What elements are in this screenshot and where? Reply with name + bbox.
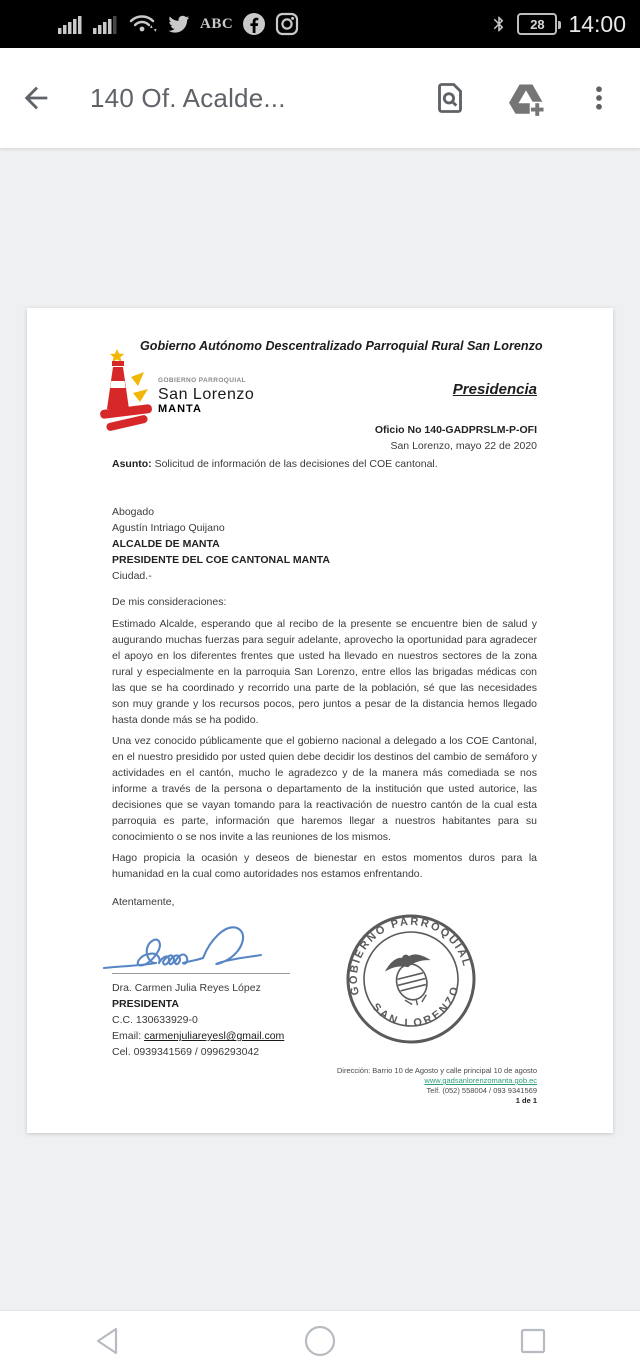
- closing: Atentamente,: [112, 896, 175, 908]
- page-number: 1 de 1: [515, 1096, 537, 1105]
- logo-wordmark: [158, 378, 254, 415]
- instagram-icon: [275, 12, 299, 36]
- signer-email-line: [112, 1028, 284, 1044]
- subject-text: Solicitud de información de las decisiones del COE cantonal.: [151, 458, 438, 470]
- abc-status-label: ABC: [200, 15, 234, 32]
- wifi-icon: [128, 12, 158, 36]
- signal-strength-icon: [58, 13, 84, 35]
- recipient-name: Agustín Intriago Quijano: [112, 522, 225, 534]
- place-date: San Lorenzo, mayo 22 de 2020: [390, 440, 537, 452]
- document-footer: [112, 1066, 537, 1106]
- recipient-title1: ALCALDE DE MANTA: [112, 538, 220, 550]
- email-link[interactable]: carmenjuliareyesl@gmail.com: [144, 1030, 285, 1042]
- signer-id: C.C. 130633929-0: [112, 1014, 198, 1026]
- nav-back-button[interactable]: [0, 1325, 213, 1357]
- facebook-icon: [242, 12, 266, 36]
- signer-name: Dra. Carmen Julia Reyes López: [112, 982, 261, 994]
- battery-percent: 28: [530, 16, 545, 32]
- lighthouse-logo-icon: [98, 347, 156, 439]
- oficio-block: [112, 422, 537, 454]
- bluetooth-icon: [490, 12, 508, 36]
- logo-line2: San Lorenzo: [158, 385, 255, 403]
- signer-title: PRESIDENTA: [112, 998, 179, 1010]
- nav-recents-square-icon: [518, 1326, 548, 1356]
- more-vert-icon: [584, 81, 614, 115]
- recipient-degree: Abogado: [112, 506, 155, 518]
- app-toolbar: [0, 48, 640, 148]
- battery-indicator: [517, 13, 557, 35]
- footer-phone: Telf. (052) 558004 / 093 9341569: [426, 1086, 537, 1095]
- add-to-drive-button[interactable]: [506, 80, 546, 116]
- recipient-city: Ciudad.-: [112, 570, 152, 582]
- seal-bottom-text: SAN LORENZO: [369, 983, 462, 1030]
- clock: 14:00: [568, 10, 626, 37]
- body-paragraph-1: Estimado Alcalde, esperando que al recibo de la presente se encuentre bien de salud y augurando muchas fuerzas para seguir adelante, aprovecho la oportunidad para agradecer el apoyo en los diferentes frentes que usted ha llevado en nuestros sectores de la zona rural y especialmente en la parroquia San Lorenzo, entre ellos las brigadas médicas con las que se ha coordinado y recorrido una parte de la población, sé que las necesidades son muy grande y los recursos pocos, pero juntos a pesar de la distancia hemos llegado hasta donde más se ha podido.: [112, 618, 537, 726]
- seal-top-text: GOBIERNO PARROQUIAL: [347, 915, 473, 997]
- pdf-viewer-canvas[interactable]: [0, 148, 640, 1310]
- oficio-number: Oficio No 140-GADPRSLM-P-OFI: [374, 424, 537, 436]
- drive-add-icon: [506, 80, 546, 116]
- recipient-block: [112, 504, 537, 584]
- body-paragraph-2: Una vez conocido públicamente que el gobierno nacional a delegado a los COE Cantonal, en el nuestro presidido por usted quien debe decidir los destinos del cambio de semáforo y actividades en el cantón, mucho le agradezco y de la manera más comediada se nos informe a través de la persona o departamento de la institución que usted autorice, las decisiones que se vayan tomando para la reactivación de nuestro cantón de la cual esta parroquia es parte, información que haremos llegar a nuestros habitantes para su conocimiento o se nos invite a las reuniones de los mismos.: [112, 735, 537, 843]
- footer-website-link[interactable]: www.gadsanlorenzomanta.gob.ec: [424, 1076, 537, 1085]
- subject-label: Asunto:: [112, 458, 152, 470]
- official-seal: [340, 908, 482, 1050]
- email-label: Email:: [112, 1030, 145, 1042]
- twitter-icon: [167, 13, 191, 35]
- subject-line: [112, 456, 537, 472]
- presidencia-heading: Presidencia: [452, 381, 537, 398]
- signature-area: [112, 916, 537, 1064]
- letterhead: [112, 338, 543, 420]
- coat-of-arms: [385, 950, 438, 1010]
- back-button[interactable]: [0, 81, 72, 115]
- logo-line3: MANTA: [158, 402, 202, 415]
- logo-line1: GOBIERNO PARROQUIAL: [158, 377, 247, 384]
- find-in-page-button[interactable]: [432, 80, 468, 116]
- org-title: Gobierno Autónomo Descentralizado Parroquial Rural San Lorenzo: [140, 339, 543, 353]
- nav-home-button[interactable]: [213, 1324, 426, 1358]
- svg-text:SAN LORENZO: [368, 981, 469, 1040]
- android-navigation-bar: [0, 1310, 640, 1370]
- document-title: 140 Of. Acalde...: [90, 82, 286, 113]
- salutation: De mis consideraciones:: [112, 596, 227, 608]
- find-in-page-icon: [432, 80, 468, 116]
- document-page: [27, 308, 613, 1133]
- arrow-left-icon: [19, 81, 53, 115]
- signer-block: [112, 980, 284, 1060]
- signal-strength-2-icon: [93, 13, 119, 35]
- nav-back-triangle-icon: [92, 1325, 122, 1357]
- nav-home-circle-icon: [303, 1324, 337, 1358]
- recipient-title2: PRESIDENTE DEL COE CANTONAL MANTA: [112, 554, 330, 566]
- handwritten-signature: [98, 916, 313, 980]
- signer-phone: Cel. 0939341569 / 0996293042: [112, 1046, 260, 1058]
- footer-address: Dirección: Barrio 10 de Agosto y calle principal 10 de agosto: [336, 1066, 537, 1075]
- signature-line: [112, 973, 290, 974]
- nav-recents-button[interactable]: [427, 1326, 640, 1356]
- overflow-menu-button[interactable]: [584, 81, 614, 115]
- body-paragraph-3: Hago propicia la ocasión y deseos de bienestar en estos momentos duros para la humanidad en la cual como autoridades nos estamos enfrentando.: [112, 852, 537, 880]
- status-bar: [0, 0, 640, 48]
